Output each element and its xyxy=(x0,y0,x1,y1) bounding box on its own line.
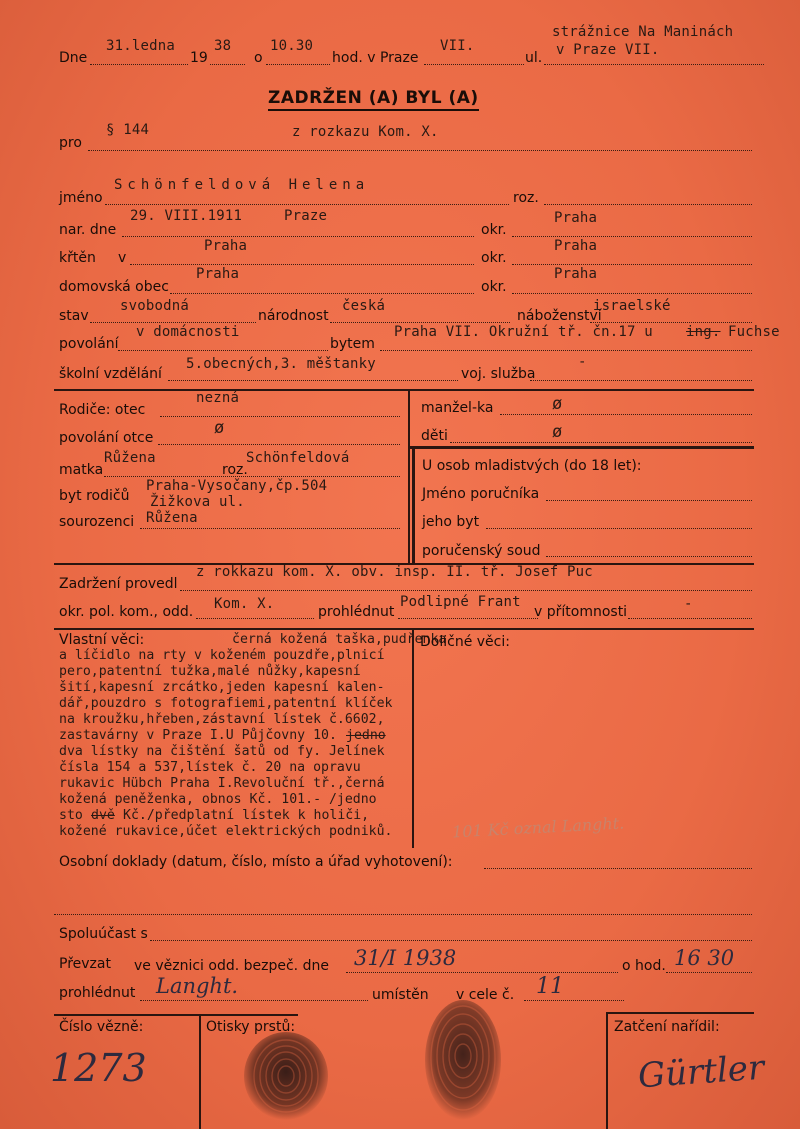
belongings-line-9: čísla 154 a 537,lístek č. 20 na opravu xyxy=(59,760,361,775)
dom-label: domovská obec xyxy=(59,279,169,295)
prohlednut-bottom-value: Langht. xyxy=(156,974,239,998)
jmeno-value: Schönfeldová Helena xyxy=(114,177,370,193)
povolani-value: v domácnosti xyxy=(136,324,240,340)
prevzat-date: 31/I 1938 xyxy=(354,946,457,970)
cislo-vezne-value: 1273 xyxy=(50,1046,147,1090)
belongings-line-1: černá kožená taška,pudřenka xyxy=(232,632,447,647)
nabozenstvi-value: israelské xyxy=(593,298,671,314)
provedl-value: z rokkazu kom. X. obv. insp. II. tř. Josef Puc xyxy=(196,564,593,580)
zatceni-label: Zatčení nařídil: xyxy=(614,1019,720,1035)
rodice-label: Rodiče: otec xyxy=(59,402,146,418)
nar-label: nar. dne xyxy=(59,222,117,238)
narodnost-value: česká xyxy=(342,298,386,314)
byt-value-2: Žižkova ul. xyxy=(150,494,245,510)
matka-roz-value: Schönfeldová xyxy=(246,450,350,466)
okr-label-krten: okr. xyxy=(481,250,507,266)
o-label: o xyxy=(254,50,263,66)
krten-value: Praha xyxy=(204,238,248,254)
jeho-byt-label: jeho byt xyxy=(422,514,480,530)
povolani-otce-value: ø xyxy=(214,418,225,438)
byt-rodicu-label: byt rodičů xyxy=(59,488,130,504)
voj-label: voj. služba xyxy=(461,366,536,382)
belongings-line-12-struck: dvě xyxy=(91,808,115,823)
doklady-label: Osobní doklady (datum, číslo, místo a úřad vyhotovení): xyxy=(59,854,453,870)
otisky-label: Otisky prstů: xyxy=(206,1019,296,1035)
prevzat-label: Převzat xyxy=(59,956,111,972)
belongings-line-12-start: sto xyxy=(59,808,83,823)
hod-value: 16 30 xyxy=(674,946,735,970)
stav-label: stav xyxy=(59,308,89,324)
skolni-label: školní vzdělání xyxy=(59,366,162,382)
form-title: ZADRŽEN (A) BYL (A) xyxy=(268,88,479,111)
belongings-line-10: rukavic Hübch Praha I.Revoluční tř.,černá xyxy=(59,776,385,791)
sourozenci-value: Růžena xyxy=(146,510,198,526)
okr-pol-value: Kom. X. xyxy=(214,596,275,612)
prohlednut-label: prohlédnut xyxy=(318,604,395,620)
cislo-vezne-label: Číslo vězně: xyxy=(59,1019,144,1035)
dne-value: 31.ledna xyxy=(106,38,176,54)
umisten-label: umístěn xyxy=(372,987,429,1003)
nabozenstvi-label: náboženství xyxy=(517,308,602,324)
belongings-line-3: pero,patentní tužka,malé nůžky,kapesní xyxy=(59,664,361,679)
dne-label: Dne xyxy=(59,50,88,66)
bytem-label: bytem xyxy=(330,336,375,352)
otec-value: nezná xyxy=(196,390,240,406)
belongings-struck: jedno xyxy=(346,728,386,743)
roz-label: roz. xyxy=(513,190,539,206)
skolni-value: 5.obecných,3. měštanky xyxy=(186,356,376,372)
byt-value-1: Praha-Vysočany,čp.504 xyxy=(146,478,328,494)
deti-label: děti xyxy=(421,428,448,444)
pro-value: § 144 xyxy=(106,122,150,138)
sourozenci-label: sourozenci xyxy=(59,514,135,530)
pritomnosti-label: v přítomnosti xyxy=(534,604,628,620)
year-value: 38 xyxy=(214,38,232,54)
okr-pol-label: okr. pol. kom., odd. xyxy=(59,604,194,620)
krten-label: křtěn xyxy=(59,250,96,266)
belongings-line-7: zastavárny v Praze I.U Půjčovny 10. xyxy=(59,728,337,743)
porucensky-soud-label: poručenský soud xyxy=(422,543,541,559)
matka-label: matka xyxy=(59,462,104,478)
mladistvi-label: U osob mladistvých (do 18 let): xyxy=(422,458,642,474)
belongings-line-13: kožené rukavice,účet elektrických podniků. xyxy=(59,824,393,839)
belongings-line-2: a líčidlo na rty v koženém pouzdře,plnicí xyxy=(59,648,385,663)
dolicne-veci-label: Doličné věci: xyxy=(420,634,510,650)
fingerprint-left xyxy=(236,1024,336,1124)
voj-value: - xyxy=(578,354,587,370)
matka-roz-label: roz. xyxy=(222,462,248,478)
belongings-line-12-rest: Kč./předplatní lístek k holiči, xyxy=(123,808,370,823)
belongings-line-4: šití,kapesní zrcátko,jeden kapesní kalen- xyxy=(59,680,385,695)
krten-v: v xyxy=(118,250,127,266)
belongings-line-11: kožená peněženka, obnos Kč. 101.- /jedno xyxy=(59,792,377,807)
belongings-line-5: dář,pouzdro s fotografiemi,patentní klíček xyxy=(59,696,393,711)
belongings-line-6: na kroužku,hřeben,zástavní lístek č.6602, xyxy=(59,712,385,727)
handwritten-note: 101 Kč oznal Langht. xyxy=(451,813,625,842)
nar-value: 29. VIII.1911 xyxy=(130,208,243,224)
okr-nar-value: Praha xyxy=(554,210,598,226)
ul-label: ul. xyxy=(525,50,543,66)
okr-dom-value: Praha xyxy=(554,266,598,282)
jmeno-label: jméno xyxy=(59,190,103,206)
cele-label: v cele č. xyxy=(456,987,515,1003)
prohlednut-value: Podlipné Frant xyxy=(400,594,521,610)
ul-value-1: strážnice Na Maninách xyxy=(552,24,734,40)
nar-place: Praze xyxy=(284,208,328,224)
matka-value: Růžena xyxy=(104,450,156,466)
okr-label-nar: okr. xyxy=(481,222,507,238)
o-hod-label: o hod. xyxy=(622,958,666,974)
cele-value: 11 xyxy=(536,974,564,999)
bytem-end: Fuchse xyxy=(728,324,780,340)
povolani-otce-label: povolání otce xyxy=(59,430,154,446)
prohlednut-bottom-label: prohlédnut xyxy=(59,985,136,1001)
ul-value-2: v Praze VII. xyxy=(556,42,660,58)
fingerprint-right xyxy=(418,996,508,1126)
bytem-struck: ing. xyxy=(686,324,721,340)
belongings-line-8: dva lístky na čištění šatů od fy. Jelínek xyxy=(59,744,385,759)
pro-label: pro xyxy=(59,135,82,151)
time-value: 10.30 xyxy=(270,38,314,54)
narodnost-label: národnost xyxy=(258,308,329,324)
bytem-value: Praha VII. Okružní tř. čn.17 u xyxy=(394,324,653,340)
pritomnosti-value: - xyxy=(684,596,693,612)
deti-value: ø xyxy=(552,422,563,442)
stav-value: svobodná xyxy=(120,298,190,314)
hod-label: hod. v Praze xyxy=(332,50,419,66)
provedl-label: Zadržení provedl xyxy=(59,576,178,592)
spoluucast-label: Spoluúčast s xyxy=(59,926,148,942)
signature: Gürtler xyxy=(636,1047,766,1097)
year-prefix: 19 xyxy=(190,50,208,66)
povolani-label: povolání xyxy=(59,336,119,352)
vlastni-veci-label: Vlastní věci: xyxy=(59,632,145,648)
manzel-label: manžel-ka xyxy=(421,400,494,416)
dom-value: Praha xyxy=(196,266,240,282)
okr-krten-value: Praha xyxy=(554,238,598,254)
praha-district: VII. xyxy=(440,38,475,54)
porucnik-label: Jméno poručníka xyxy=(422,486,540,502)
manzel-value: ø xyxy=(552,394,563,414)
ve-veznici-label: ve věznici odd. bezpeč. dne xyxy=(134,958,329,974)
okr-label-dom: okr. xyxy=(481,279,507,295)
pro-order: z rozkazu Kom. X. xyxy=(292,124,439,140)
